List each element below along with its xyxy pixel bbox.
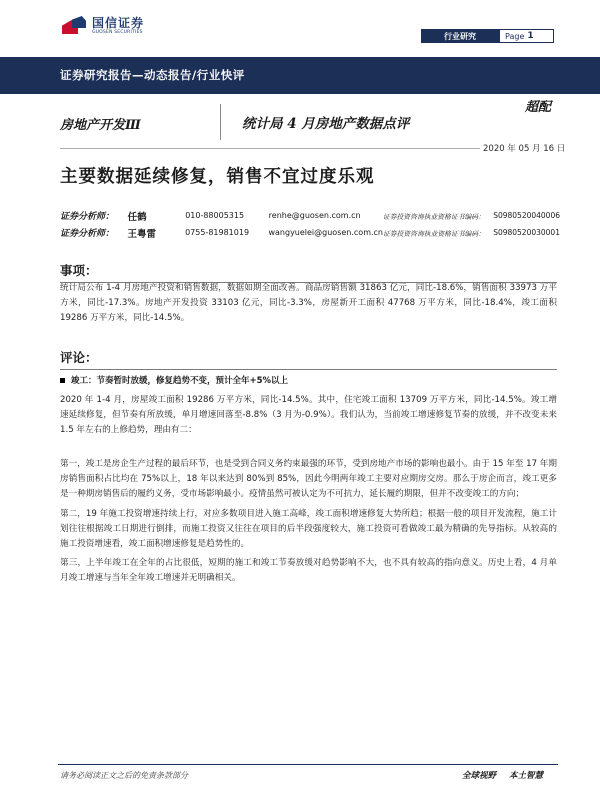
events-paragraph: 统计局公布 1-4 月房地产投资和销售数据，数据如期全面改善。商品房销售额 31863 亿元，同比-18.6%，销售面积 33973 万平方米，同比-17.3%。房地产开发投资 33103 亿元，同比-3.3%，房屋新开工面积 47768 万平方米，同比-18.4%，竣工面积 19286 万平方米，同比-14.5%。: [60, 283, 557, 323]
report-type-tag: 行业研究: [421, 29, 499, 43]
divider: [220, 104, 221, 140]
comment-paragraph: 第一，竣工是房企生产过程的最后环节，也是受到合同义务约束最强的环节，受到房地产市场的影响也最小。由于 15 年至 17 年期房销售面积占比均在 75%以上，18 年以来达到 80%到 85%，因此今明两年竣工主要对应期房交房。那么于房企而言，竣工更多是一种期房销售后的履约义务，受市场影响最小。疫情虽然可被认定为不可抗力，延长履约期限，但并不改变竣工的方向；: [60, 459, 557, 499]
slogan-part-2: 本土智慧: [508, 771, 543, 781]
report-date: 2020 年 05 月 16 日: [483, 144, 566, 154]
page-indicator: [499, 29, 554, 43]
date-rule: [60, 148, 480, 149]
analyst-row: [60, 207, 560, 224]
report-title: 统计局 4 月房地产数据点评: [242, 116, 410, 132]
cert-number: S0980520040006: [493, 211, 560, 220]
header-tags: [421, 29, 554, 43]
comment-heading: 评论：: [60, 348, 557, 370]
analyst-phone: 0755-81981019: [185, 228, 250, 237]
page-number: 1: [527, 31, 534, 41]
sector-name: 房地产开发Ⅲ: [60, 118, 141, 133]
logo-name-cn: 国信证券: [92, 15, 145, 30]
rating: 超配: [525, 100, 552, 115]
headline: 主要数据延续修复，销售不宜过度乐观: [60, 167, 375, 187]
bullet-text: 竣工：节奏暂时放缓，修复趋势不变，预计全年+5%以上: [71, 376, 289, 386]
analyst-role: 证券分析师：: [60, 229, 115, 239]
comment-paragraph: 2020 年 1-4 月，房屋竣工面积 19286 万平方米，同比-14.5%。其中，住宅竣工面积 13709 万平方米，同比-14.5%。竣工增速延续修复，但节奏有所放缓，单月增速回落至-8.8%（3 月为-0.9%）。我们认为，当前竣工增速修复节奏的放缓，并不改变未来 1.5 年左右的上修趋势，理由有二：: [60, 395, 557, 435]
analyst-list: [60, 207, 560, 241]
guosen-logo-icon: [62, 16, 88, 36]
analyst-email[interactable]: wangyuelei@guosen.com.cn: [268, 228, 383, 237]
analyst-row: [60, 224, 560, 241]
report-category: 证券研究报告—动态报告/行业快评: [60, 68, 245, 82]
comment-paragraph: 第二，19 年施工投资增速持续上行，对应多数项目进入施工高峰，竣工面积增速修复大势所趋；根据一般的项目开发流程，施工计划往往根据竣工日期进行倒排，而施工投资又往往在项目的后半段强度较大，施工投资可看做竣工最为精确的先导指标。从较高的施工投资增速看，竣工面积增速修复是趋势性的。: [60, 509, 557, 549]
cert-label: 证券投资咨询执业资格证书编码：: [382, 212, 485, 221]
square-bullet-icon: [60, 378, 65, 383]
footer-slogan: [462, 769, 543, 781]
guosen-logo: [62, 16, 144, 36]
footer-rule: [58, 764, 558, 765]
analyst-email[interactable]: renhe@guosen.com.cn: [268, 211, 361, 220]
page-label: Page: [505, 31, 525, 41]
slogan-part-1: 全球视野: [462, 771, 497, 781]
analyst-phone: 010-88005315: [185, 211, 245, 220]
analyst-name: 王粤雷: [127, 228, 157, 240]
cert-number: S0980520030001: [493, 228, 560, 237]
analyst-role: 证券分析师：: [60, 212, 115, 222]
events-heading: 事项：: [60, 261, 557, 283]
cert-label: 证券投资咨询执业资格证书编码：: [383, 229, 485, 238]
analyst-name: 任鹤: [127, 211, 147, 223]
logo-name-en: GUOSEN SECURITIES: [92, 29, 143, 35]
comment-bullet: [60, 374, 288, 386]
footer-disclaimer: 请务必阅读正文之后的免责条款部分: [60, 771, 188, 780]
comment-paragraph: 第三，上半年竣工在全年的占比很低，短期的施工和竣工节奏放缓对趋势影响不大，也不具有较高的指向意义。历史上看，4 月单月竣工增速与当年全年竣工增速并无明确相关。: [60, 558, 557, 583]
